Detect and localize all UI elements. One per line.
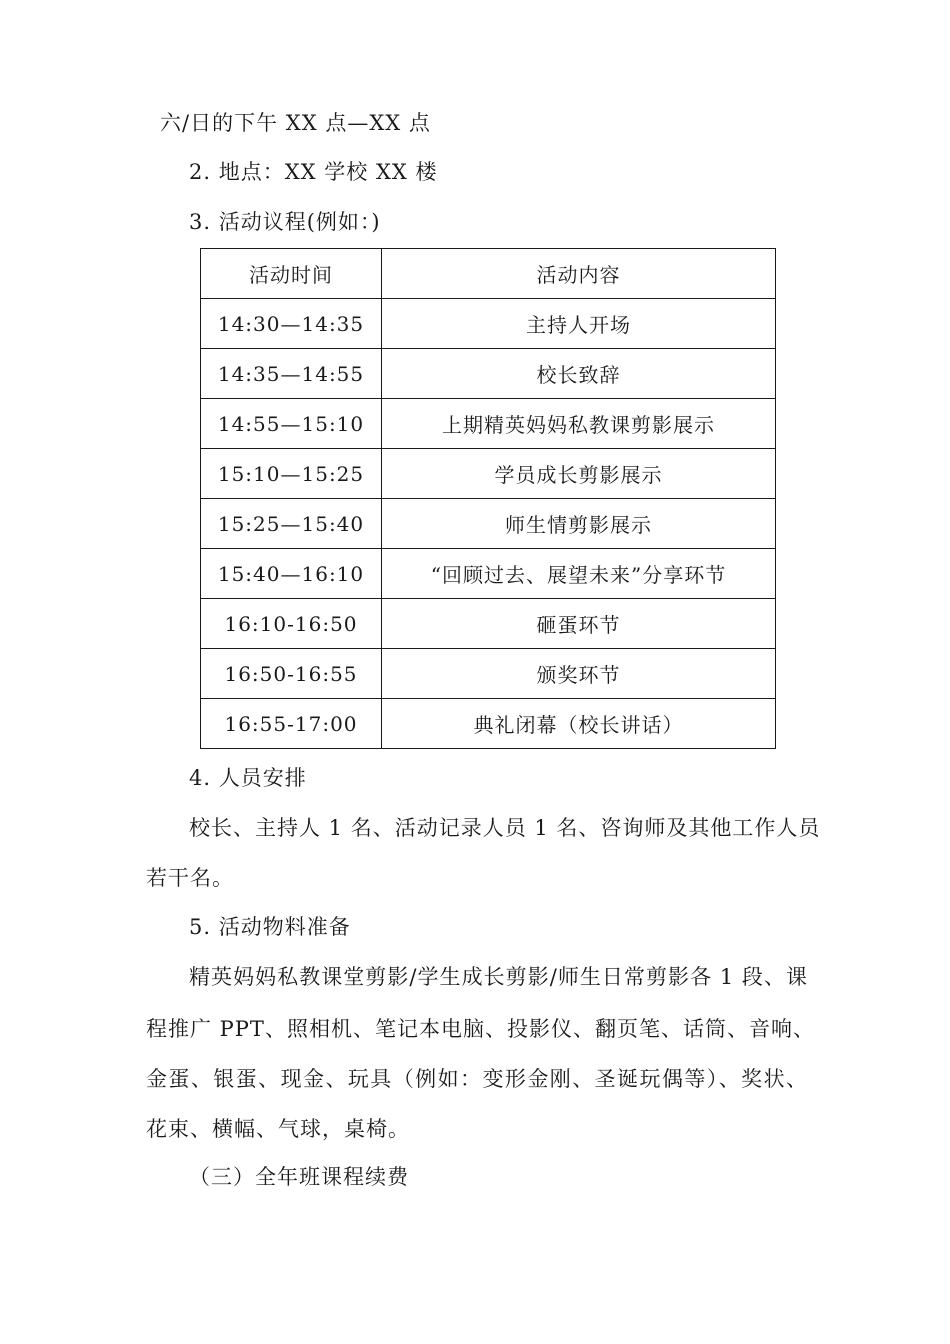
schedule-line: 六/日的下午 XX 点—XX 点 — [160, 111, 431, 135]
table-row — [201, 699, 776, 749]
row-time: 14:55—15:10 — [201, 399, 382, 449]
staff-paragraph-line-2: 若干名。 — [146, 866, 234, 890]
table-row — [201, 499, 776, 549]
row-content: “回顾过去、展望未来”分享环节 — [382, 549, 776, 599]
agenda-heading: 3. 活动议程(例如：) — [189, 210, 381, 234]
row-content: 颁奖环节 — [382, 649, 776, 699]
materials-paragraph-line-3: 金蛋、银蛋、现金、玩具（例如：变形金刚、圣诞玩偶等）、奖状、 — [146, 1067, 808, 1091]
table-row — [201, 649, 776, 699]
row-time: 15:10—15:25 — [201, 449, 382, 499]
staff-paragraph-line-1: 校长、主持人 1 名、活动记录人员 1 名、咨询师及其他工作人员 — [189, 816, 821, 840]
table-row — [201, 399, 776, 449]
row-content: 师生情剪影展示 — [382, 499, 776, 549]
row-time: 15:40—16:10 — [201, 549, 382, 599]
row-content: 上期精英妈妈私教课剪影展示 — [382, 399, 776, 449]
row-time: 14:30—14:35 — [201, 299, 382, 349]
header-time: 活动时间 — [201, 249, 382, 299]
table-row — [201, 599, 776, 649]
header-content: 活动内容 — [382, 249, 776, 299]
row-content: 校长致辞 — [382, 349, 776, 399]
section-three-heading: （三）全年班课程续费 — [189, 1165, 409, 1189]
row-time: 16:10-16:50 — [201, 599, 382, 649]
row-time: 16:50-16:55 — [201, 649, 382, 699]
row-time: 15:25—15:40 — [201, 499, 382, 549]
table-row — [201, 449, 776, 499]
row-time: 14:35—14:55 — [201, 349, 382, 399]
table-row — [201, 349, 776, 399]
agenda-table — [200, 248, 776, 749]
row-content: 典礼闭幕（校长讲话） — [382, 699, 776, 749]
row-content: 主持人开场 — [382, 299, 776, 349]
staff-heading: 4. 人员安排 — [189, 766, 307, 790]
agenda-header-row — [201, 249, 776, 299]
table-row — [201, 299, 776, 349]
row-content: 砸蛋环节 — [382, 599, 776, 649]
materials-paragraph-line-2: 程推广 PPT、照相机、笔记本电脑、投影仪、翻页笔、话筒、音响、 — [146, 1017, 815, 1041]
location-item: 2. 地点：XX 学校 XX 楼 — [189, 160, 438, 184]
table-row — [201, 549, 776, 599]
row-content: 学员成长剪影展示 — [382, 449, 776, 499]
materials-heading: 5. 活动物料准备 — [189, 915, 351, 939]
materials-paragraph-line-4: 花束、横幅、气球，桌椅。 — [146, 1117, 410, 1141]
materials-paragraph-line-1: 精英妈妈私教课堂剪影/学生成长剪影/师生日常剪影各 1 段、课 — [189, 965, 808, 989]
row-time: 16:55-17:00 — [201, 699, 382, 749]
